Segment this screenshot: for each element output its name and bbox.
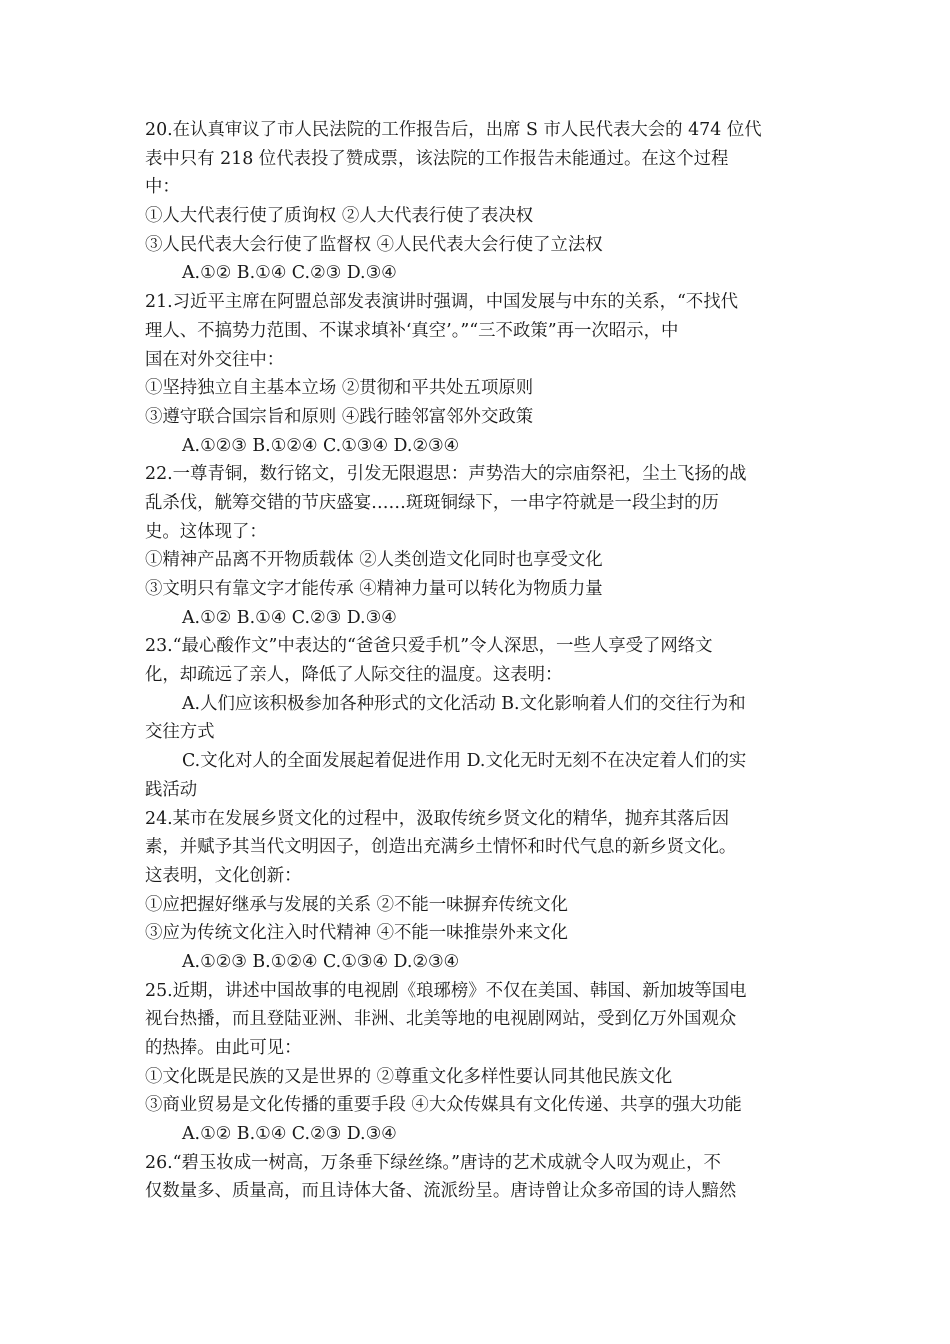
text-line: 仅数量多、质量高，而且诗体大备、流派纷呈。唐诗曾让众多帝国的诗人黯然 [145, 1181, 737, 1202]
text-line: ③应为传统文化注入时代精神 ④不能一味推崇外来文化 [145, 923, 568, 944]
text-line: ③遵守联合国宗旨和原则 ④践行睦邻富邻外交政策 [145, 406, 534, 427]
text-line: ③商业贸易是文化传播的重要手段 ④大众传媒具有文化传递、共享的强大功能 [145, 1095, 742, 1116]
text-line: A.①② B.①④ C.②③ D.③④ [182, 607, 397, 628]
text-line: 22.一尊青铜，数行铭文，引发无限遐思：声势浩大的宗庙祭祀，尘土飞扬的战 [145, 464, 747, 485]
text-line: ③文明只有靠文字才能传承 ④精神力量可以转化为物质力量 [145, 579, 603, 599]
text-line: 理人、不搞势力范围、不谋求填补‘真空’。”“三不政策”再一次昭示，中 [145, 320, 679, 341]
text-line: A.①②③ B.①②④ C.①③④ D.②③④ [182, 951, 460, 972]
question-text-block [145, 116, 810, 1206]
text-line: 24.某市在发展乡贤文化的过程中，汲取传统乡贤文化的精华，抛弃其落后因 [145, 808, 730, 829]
text-line: A.人们应该积极参加各种形式的文化活动 B.文化影响着人们的交往行为和 [182, 693, 746, 714]
text-line: 的热捧。由此可见： [145, 1038, 302, 1058]
text-line: 25.近期，讲述中国故事的电视剧《琅琊榜》不仅在美国、韩国、新加坡等国电 [145, 980, 747, 1001]
text-line: A.①② B.①④ C.②③ D.③④ [182, 263, 397, 284]
text-line: ①坚持独立自主基本立场 ②贯彻和平共处五项原则 [145, 378, 534, 399]
text-line: ①应把握好继承与发展的关系 ②不能一味摒弃传统文化 [145, 894, 568, 915]
text-line: 史。这体现了： [145, 521, 267, 542]
text-line: C.文化对人的全面发展起着促进作用 D.文化无时无刻不在决定着人们的实 [182, 751, 747, 772]
text-line: ①文化既是民族的又是世界的 ②尊重文化多样性要认同其他民族文化 [145, 1066, 673, 1087]
text-line: 中： [145, 177, 180, 198]
text-line: 化，却疏远了亲人，降低了人际交往的温度。这表明： [145, 665, 563, 686]
text-line: 交往方式 [145, 722, 215, 743]
text-line: A.①② B.①④ C.②③ D.③④ [182, 1124, 397, 1145]
text-line: ①人大代表行使了质询权 ②人大代表行使了表决权 [145, 206, 534, 227]
text-line: 23.“最心酸作文”中表达的“爸爸只爱手机”令人深思，一些人享受了网络文 [145, 636, 713, 657]
text-line: 20.在认真审议了市人民法院的工作报告后，出席 S 市人民代表大会的 474 位代 [145, 120, 762, 140]
text-line: ①精神产品离不开物质载体 ②人类创造文化同时也享受文化 [145, 550, 603, 571]
text-line: A.①②③ B.①②④ C.①③④ D.②③④ [182, 435, 460, 456]
text-line: 视台热播，而且登陆亚洲、非洲、北美等地的电视剧网站，受到亿万外国观众 [145, 1009, 737, 1030]
text-line: 26.“碧玉妆成一树高，万条垂下绿丝绦。”唐诗的艺术成就令人叹为观止，不 [145, 1152, 721, 1173]
text-line: 这表明，文化创新： [145, 865, 302, 886]
text-line: 国在对外交往中： [145, 349, 285, 370]
text-line: 素，并赋予其当代文明因子，创造出充满乡土情怀和时代气息的新乡贤文化。 [145, 837, 737, 858]
text-line: 21.习近平主席在阿盟总部发表演讲时强调，中国发展与中东的关系，“不找代 [145, 292, 739, 313]
text-line: 践活动 [145, 779, 198, 800]
text-line: ③人民代表大会行使了监督权 ④人民代表大会行使了立法权 [145, 234, 603, 255]
text-line: 表中只有 218 位代表投了赞成票，该法院的工作报告未能通过。在这个过程 [145, 148, 729, 169]
text-line: 乱杀伐，觥筹交错的节庆盛宴……斑斑铜绿下，一串字符就是一段尘封的历 [145, 492, 719, 513]
